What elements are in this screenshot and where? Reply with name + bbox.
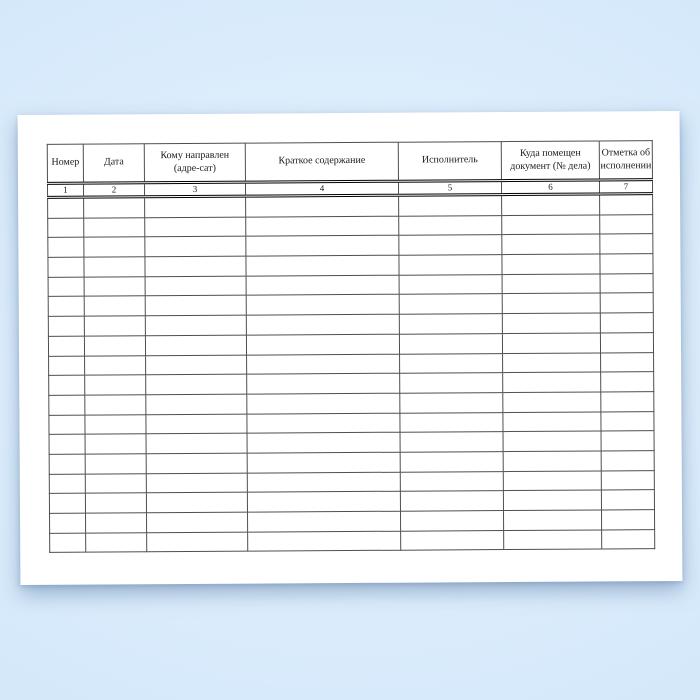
empty-cell — [85, 493, 146, 513]
empty-cell — [502, 254, 600, 274]
registration-table — [47, 140, 655, 553]
empty-cell — [502, 333, 600, 353]
empty-cell — [49, 434, 85, 454]
empty-cell — [247, 492, 400, 513]
empty-cell — [601, 431, 654, 451]
empty-cell — [400, 511, 503, 531]
empty-cell — [601, 411, 654, 431]
header-row — [47, 141, 652, 184]
empty-cell — [48, 237, 84, 257]
empty-cell — [84, 277, 145, 297]
empty-cell — [400, 373, 503, 393]
empty-cell — [49, 356, 85, 376]
empty-cell — [48, 218, 84, 238]
empty-cell — [400, 353, 503, 373]
column-index: 1 — [47, 183, 83, 197]
empty-cell — [146, 473, 247, 493]
empty-cell — [600, 234, 653, 254]
empty-cell — [503, 431, 601, 451]
empty-cell — [600, 273, 653, 293]
table-row — [50, 529, 655, 552]
empty-cell — [145, 276, 246, 296]
empty-cell — [246, 275, 399, 296]
column-header-addressee: Кому направлен (адре-сат) — [144, 143, 245, 183]
empty-cell — [399, 314, 502, 334]
empty-cell — [85, 454, 146, 474]
column-index: 2 — [83, 183, 144, 197]
empty-cell — [50, 513, 86, 533]
empty-cell — [146, 414, 247, 434]
empty-cell — [600, 194, 653, 215]
column-index: 5 — [398, 181, 501, 196]
empty-cell — [601, 352, 654, 372]
column-index: 3 — [144, 182, 245, 197]
empty-cell — [502, 274, 600, 294]
empty-cell — [246, 334, 399, 355]
empty-cell — [600, 214, 653, 234]
empty-cell — [85, 414, 146, 434]
empty-cell — [247, 472, 400, 493]
empty-cell — [600, 332, 653, 352]
empty-cell — [146, 355, 247, 375]
empty-cell — [145, 196, 246, 217]
empty-cell — [49, 474, 85, 494]
empty-cell — [399, 195, 502, 216]
empty-cell — [146, 394, 247, 414]
empty-cell — [145, 315, 246, 335]
empty-cell — [48, 316, 84, 336]
column-header-executor: Исполнитель — [398, 142, 501, 182]
empty-cell — [502, 215, 600, 235]
empty-cell — [503, 372, 601, 392]
empty-cell — [248, 531, 401, 552]
empty-cell — [399, 255, 502, 275]
empty-cell — [84, 217, 145, 237]
empty-cell — [84, 197, 145, 218]
empty-cell — [399, 294, 502, 314]
column-header-summary: Краткое содержание — [245, 142, 398, 182]
table-header — [47, 141, 652, 198]
empty-cell — [503, 471, 601, 491]
empty-cell — [602, 529, 655, 549]
empty-cell — [147, 532, 248, 552]
empty-cell — [48, 297, 84, 317]
empty-cell — [399, 333, 502, 353]
empty-cell — [146, 433, 247, 453]
empty-cell — [84, 296, 145, 316]
empty-cell — [247, 413, 400, 434]
empty-cell — [400, 392, 503, 412]
empty-cell — [85, 355, 146, 375]
empty-cell — [145, 217, 246, 237]
empty-cell — [247, 393, 400, 414]
empty-cell — [48, 257, 84, 277]
empty-cell — [601, 470, 654, 490]
empty-cell — [85, 375, 146, 395]
empty-cell — [49, 395, 85, 415]
empty-cell — [246, 314, 399, 335]
empty-cell — [601, 451, 654, 471]
empty-cell — [600, 254, 653, 274]
column-index: 4 — [245, 181, 398, 196]
empty-cell — [49, 493, 85, 513]
column-index: 7 — [599, 180, 652, 194]
table-body — [48, 194, 655, 553]
empty-cell — [146, 492, 247, 512]
document-page — [18, 111, 683, 585]
empty-cell — [48, 197, 84, 218]
empty-cell — [145, 335, 246, 355]
empty-cell — [49, 415, 85, 435]
empty-cell — [399, 274, 502, 294]
empty-cell — [400, 452, 503, 472]
empty-cell — [246, 195, 399, 217]
empty-cell — [502, 313, 600, 333]
empty-cell — [246, 216, 399, 237]
empty-cell — [145, 237, 246, 257]
empty-cell — [503, 392, 601, 412]
column-index: 6 — [501, 180, 599, 195]
empty-cell — [50, 533, 86, 553]
empty-cell — [502, 234, 600, 254]
empty-cell — [601, 372, 654, 392]
column-header-date: Дата — [83, 144, 144, 183]
column-header-file-location: Куда помещен документ (№ дела) — [501, 141, 599, 181]
empty-cell — [147, 512, 248, 532]
empty-cell — [246, 295, 399, 316]
empty-cell — [247, 354, 400, 375]
empty-cell — [246, 236, 399, 257]
empty-cell — [85, 395, 146, 415]
empty-cell — [600, 293, 653, 313]
empty-cell — [600, 313, 653, 333]
empty-cell — [48, 277, 84, 297]
empty-cell — [503, 352, 601, 372]
empty-cell — [601, 490, 654, 510]
empty-cell — [49, 375, 85, 395]
empty-cell — [85, 473, 146, 493]
empty-cell — [145, 296, 246, 316]
empty-cell — [503, 451, 601, 471]
empty-cell — [85, 434, 146, 454]
empty-cell — [49, 454, 85, 474]
empty-cell — [84, 336, 145, 356]
empty-cell — [84, 237, 145, 257]
empty-cell — [502, 293, 600, 313]
empty-cell — [503, 510, 601, 530]
empty-cell — [86, 532, 147, 552]
empty-cell — [248, 511, 401, 532]
empty-cell — [84, 316, 145, 336]
empty-cell — [146, 374, 247, 394]
empty-cell — [145, 256, 246, 276]
empty-cell — [48, 336, 84, 356]
column-header-execution-mark: Отметка об исполнении — [599, 141, 652, 180]
empty-cell — [601, 392, 654, 412]
empty-cell — [84, 257, 145, 277]
empty-cell — [400, 412, 503, 432]
empty-cell — [504, 530, 602, 550]
empty-cell — [86, 513, 147, 533]
empty-cell — [400, 432, 503, 452]
empty-cell — [399, 215, 502, 235]
empty-cell — [400, 491, 503, 511]
empty-cell — [247, 452, 400, 473]
empty-cell — [503, 412, 601, 432]
empty-cell — [146, 453, 247, 473]
empty-cell — [247, 432, 400, 453]
empty-cell — [503, 490, 601, 510]
empty-cell — [399, 235, 502, 255]
empty-cell — [502, 194, 600, 215]
empty-cell — [246, 255, 399, 276]
column-header-number: Номер — [47, 144, 83, 183]
empty-cell — [601, 510, 654, 530]
empty-cell — [247, 373, 400, 394]
empty-cell — [401, 530, 504, 550]
empty-cell — [400, 471, 503, 491]
